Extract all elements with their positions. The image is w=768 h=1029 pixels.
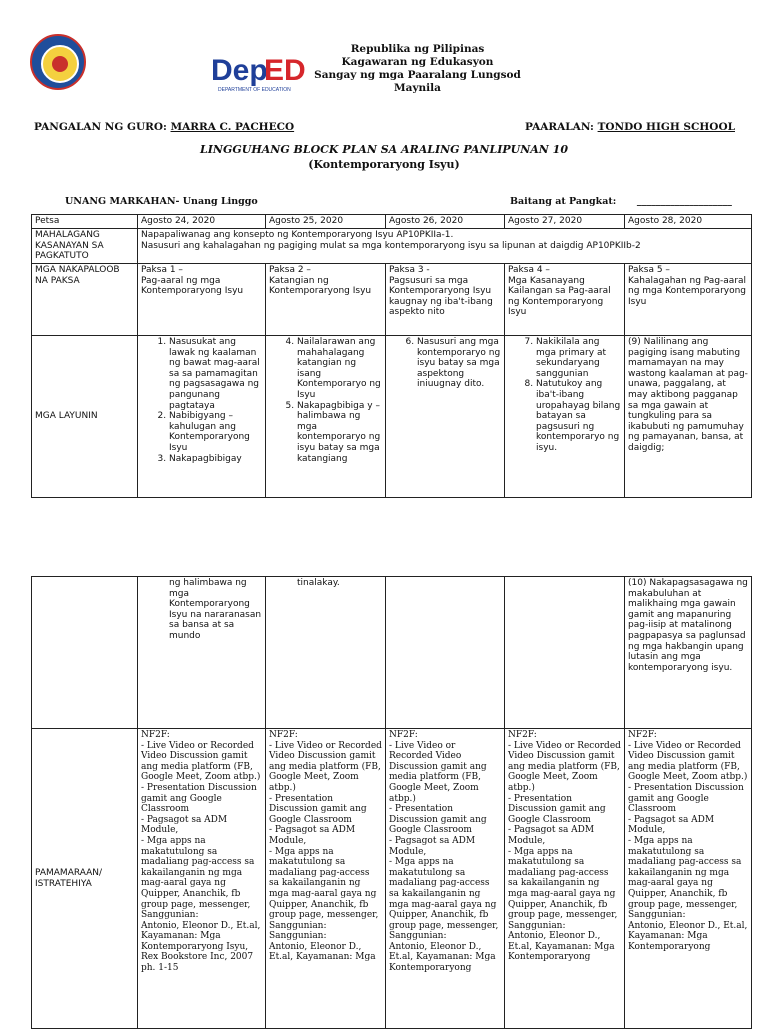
- empty-label-cell: [32, 577, 138, 729]
- grade-label: Baitang at Pangkat:: [510, 196, 617, 207]
- topic-cell: Paksa 5 – Kahalagahan ng Pag-aaral ng mga Kontemporaryong Isyu: [625, 264, 752, 336]
- competency-line-2: Nasusuri ang kahalagahan ng pagiging mulat sa mga kontemporaryong isyu sa lipunan at daigdig AP10PKIIb-2: [141, 240, 641, 251]
- strategy-row: [32, 729, 752, 1029]
- grade-value: ____________________: [636, 196, 732, 207]
- plan-title-main: LINGGUHANG BLOCK PLAN SA ARALING PANLIPUNAN 10: [200, 143, 568, 156]
- teacher-label: PANGALAN NG GURO:: [34, 121, 167, 133]
- objectives-cell: [266, 336, 386, 498]
- date-cell: Agosto 27, 2020: [505, 215, 625, 229]
- plan-title: [0, 143, 768, 156]
- objective-item: 7. Nakikilala ang mga primary at sekundaryang sanggunian: [536, 337, 621, 379]
- topics-row: [32, 264, 752, 336]
- objectives-cell-5: (9) Nalilinang ang pagiging isang mabuting mamamayan na may wastong kaalaman at pag-unawa, paggalang, at may aktibong pagganap sa mga gawain at tungkuling para sa ikabubuti ng pamumuhay ng pamayanan, bansa, at daigdig;: [625, 336, 752, 498]
- objective-item: 6. Nasusuri ang mga kontemporaryo ng isyu batay sa mga aspektong iniuugnay dito.: [417, 337, 501, 390]
- teacher-row: [34, 121, 294, 133]
- school-name: TONDO HIGH SCHOOL: [597, 121, 735, 133]
- objective-continued-cell: tinalakay.: [266, 577, 386, 729]
- header-line-republic: Republika ng Pilipinas: [350, 43, 485, 55]
- topic-cell: Paksa 2 – Katangian ng Kontemporaryong Isyu: [266, 264, 386, 336]
- quarter-label: UNANG MARKAHAN- Unang Linggo: [65, 196, 258, 207]
- svg-text:Dep: Dep: [211, 54, 268, 87]
- objective-item: 1. Nasusukat ang lawak ng kaalaman ng bawat mag-aaral sa sa pamamagitan ng pagsasagawa ng pangunang pagtataya: [169, 337, 262, 411]
- petsa-label: Petsa: [32, 215, 138, 229]
- empty-cell: [386, 577, 505, 729]
- objectives-list: [389, 337, 501, 390]
- school-label: PAARALAN:: [525, 121, 594, 133]
- division-seal-logo: [30, 34, 86, 90]
- teacher-name: MARRA C. PACHECO: [170, 121, 295, 133]
- date-cell: Agosto 26, 2020: [386, 215, 505, 229]
- header-line-department: Kagawaran ng Edukasyon: [341, 56, 494, 68]
- header-line-city: Maynila: [394, 82, 441, 94]
- objectives-list: [508, 337, 621, 454]
- date-cell: Agosto 25, 2020: [266, 215, 386, 229]
- date-cell: Agosto 28, 2020: [625, 215, 752, 229]
- competency-text: [138, 229, 752, 264]
- date-row: [32, 215, 752, 229]
- objective-item: 8. Natutukoy ang iba't-ibang uropahayag bilang batayan sa pagsusuri ng kontemporaryo ng isyu.: [536, 379, 621, 453]
- block-plan-table-page2: [31, 576, 752, 1029]
- seal-inner-ring: [41, 45, 79, 83]
- svg-text:ED: ED: [264, 54, 306, 87]
- strategy-label: PAMAMARAAN/ ISTRATEHIYA: [32, 729, 138, 1029]
- objective-continued-cell-5: (10) Nakapagsasagawa ng makabuluhan at malikhaing mga gawain gamit ang mapanuring pag-iisip at matalinong pagpapasya sa paglunsad ng mga hakbangin upang lutasin ang mga kontemporaryong isyu.: [625, 577, 752, 729]
- objective-item: 4. Nailalarawan ang mahahalagang katangian ng isang Kontemporaryo ng Isyu: [297, 337, 382, 401]
- strategy-cell: NF2F: - Live Video or Recorded Video Discussion gamit ang media platform (FB, Google Meet, Zoom atbp.) - Presentation Discussion gamit ang Google Classroom - Pagsagot sa ADM Module, - Mga apps na makatutulong sa madaliang pag-access sa kakailanganin ng mga mag-aaral gaya ng Quipper, Ananchik, fb group page, messenger, Sanggunian: Antonio, Eleonor D., Et.al, Kayamanan: Mga Kontemporaryong: [505, 729, 625, 1029]
- plan-subtitle: (Kontemporaryong Isyu): [308, 158, 460, 171]
- competency-row: [32, 229, 752, 264]
- competency-label: MAHALAGANG KASANAYAN SA PAGKATUTO: [32, 229, 138, 264]
- strategy-cell: NF2F: - Live Video or Recorded Video Discussion gamit ang media platform (FB, Google Meet, Zoom atbp.) - Presentation Discussion gamit ang Google Classroom - Pagsagot sa ADM Module, - Mga apps na makatutulong sa madaliang pag-access sa kakailanganin ng mga mag-aaral gaya ng Quipper, Ananchik, fb group page, messenger, Sanggunian: Antonio, Eleonor D., Et.al, Kayamanan: Mga Kontemporaryong: [625, 729, 752, 1029]
- empty-cell: [505, 577, 625, 729]
- objectives-cell: [386, 336, 505, 498]
- objective-continued-cell: ng halimbawa ng mga Kontemporaryong Isyu na nararanasan sa bansa at sa mundo: [138, 577, 266, 729]
- objectives-continued-row: [32, 577, 752, 729]
- topic-cell: Paksa 3 - Pagsusuri sa mga Kontemporaryong Isyu kaugnay ng iba't-ibang aspekto nito: [386, 264, 505, 336]
- topic-cell: Paksa 1 – Pag-aaral ng mga Kontemporaryong Isyu: [138, 264, 266, 336]
- competency-line-1: Napapaliwanag ang konsepto ng Kontemporaryong Isyu AP10PKIIa-1.: [141, 230, 454, 240]
- svg-text:DEPARTMENT OF EDUCATION: DEPARTMENT OF EDUCATION: [218, 87, 291, 93]
- strategy-cell: NF2F: - Live Video or Recorded Video Discussion gamit ang media platform (FB, Google Meet, Zoom atbp.) - Presentation Discussion gamit ang Google Classroom - Pagsagot sa ADM Module, - Mga apps na makatutulong sa madaliang pag-access sa kakailanganin ng mga mag-aaral gaya ng Quipper, Ananchik, fb group page, messenger, Sanggunian: Antonio, Eleonor D., Et.al, Kayamanan: Mga Kontemporaryong: [386, 729, 505, 1029]
- seal-core: [52, 56, 68, 72]
- objectives-label: MGA LAYUNIN: [32, 336, 138, 498]
- objective-item: 2. Nabibigyang – kahulugan ang Kontemporaryong Isyu: [169, 411, 262, 453]
- block-plan-table-page1: [31, 214, 752, 498]
- date-cell: Agosto 24, 2020: [138, 215, 266, 229]
- school-row: [525, 121, 735, 133]
- header-text: [290, 43, 545, 95]
- objectives-list: [269, 337, 382, 464]
- objectives-cell: [138, 336, 266, 498]
- objectives-list: [141, 337, 262, 464]
- objective-item: 5. Nakapagbibiga y – halimbawa ng mga kontemporaryo ng isyu batay sa mga katangiang: [297, 401, 382, 465]
- objectives-cell: [505, 336, 625, 498]
- deped-logo: [210, 50, 306, 94]
- grade-row: [510, 196, 732, 207]
- objectives-row: [32, 336, 752, 498]
- strategy-cell: NF2F: - Live Video or Recorded Video Discussion gamit ang media platform (FB, Google Meet, Zoom atbp.) - Presentation Discussion gamit ang Google Classroom - Pagsagot sa ADM Module, - Mga apps na makatutulong sa madaliang pag-access sa kakailanganin ng mga mag-aaral gaya ng Quipper, Ananchik, fb group page, messenger, Sanggunian: Sanggunian: Antonio, Eleonor D., Et.al, Kayamanan: Mga: [266, 729, 386, 1029]
- topics-label: MGA NAKAPALOOB NA PAKSA: [32, 264, 138, 336]
- strategy-cell: NF2F: - Live Video or Recorded Video Discussion gamit ang media platform (FB, Google Meet, Zoom atbp.) - Presentation Discussion gamit ang Google Classroom - Pagsagot sa ADM Module, - Mga apps na makatutulong sa madaliang pag-access sa kakailanganin ng mga mag-aaral gaya ng Quipper, Ananchik, fb group page, messenger, Sanggunian: Antonio, Eleonor D., Et.al, Kayamanan: Mga Kontemporaryong Isyu, Rex Bookstore Inc, 2007 ph. 1-15: [138, 729, 266, 1029]
- objective-item: 3. Nakapagbibigay: [169, 454, 262, 465]
- topic-cell: Paksa 4 – Mga Kasanayang Kailangan sa Pag-aaral ng Kontemporaryong Isyu: [505, 264, 625, 336]
- header-line-division: Sangay ng mga Paaralang Lungsod: [314, 69, 521, 81]
